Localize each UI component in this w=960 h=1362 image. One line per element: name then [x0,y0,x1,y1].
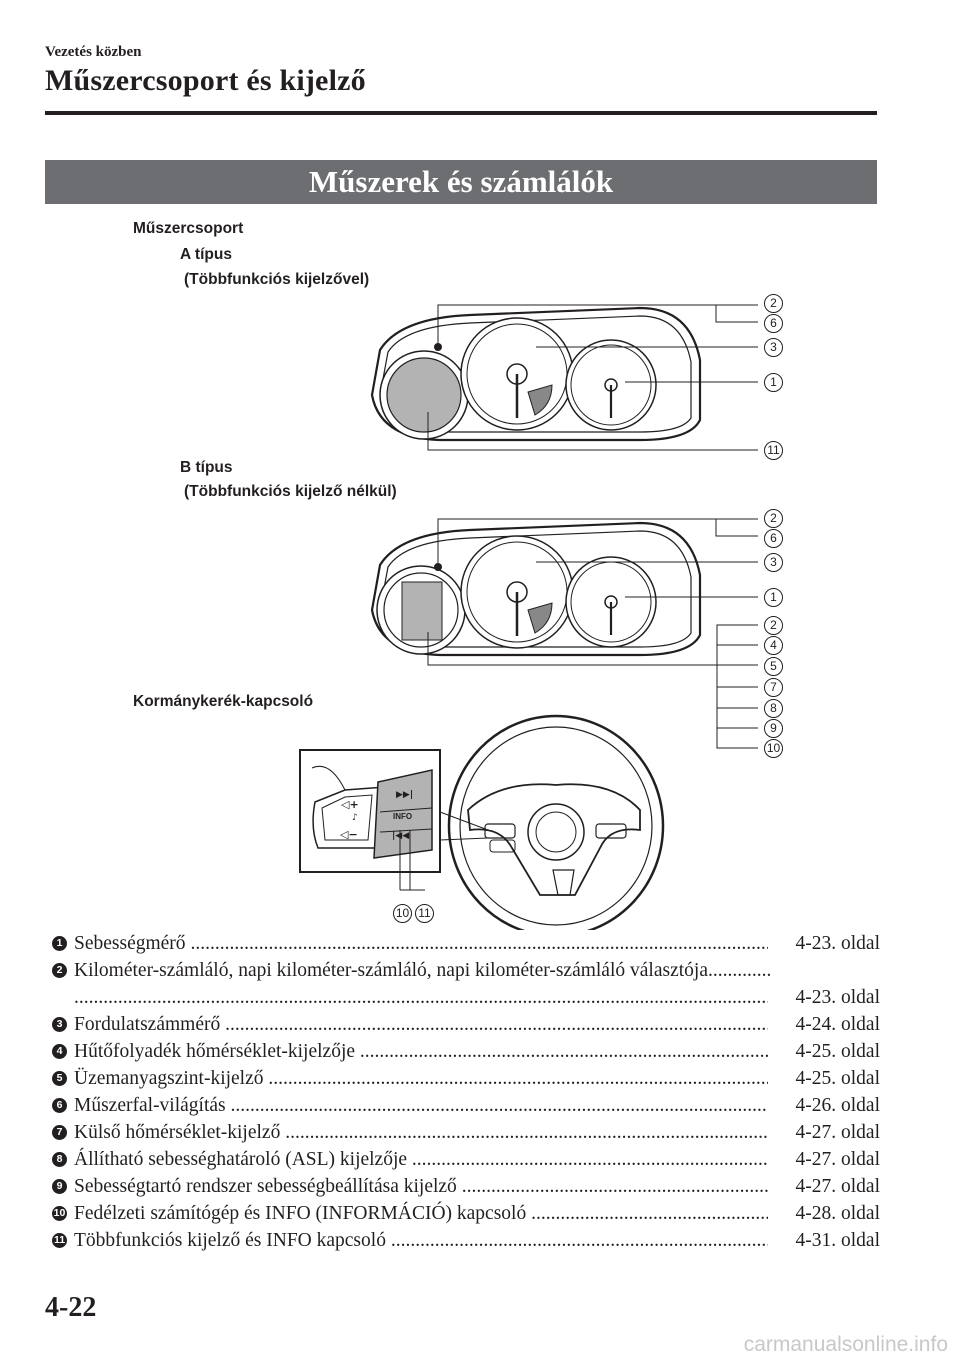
callout-type_b-1: 1 [764,588,783,607]
list-item-text: Üzemanyagszint-kijelző ..... [74,1065,768,1092]
seek-down-icon: |◀◀ [392,831,410,841]
callout-type_b-7: 7 [764,678,783,697]
callout-type_b-2: 2 [764,616,783,635]
list-item [45,1227,880,1254]
callout-type_b-2: 2 [764,509,783,528]
list-item-text: Fedélzeti számítógép és INFO (INFORMÁCIÓ) kapcsoló ..... [74,1200,768,1227]
cluster-type-b [372,519,758,748]
callout-steering-10: 10 [393,904,412,923]
page-title: Műszercsoport és kijelző [45,64,366,97]
steering-wheel [440,716,663,930]
list-item-text: Többfunkciós kijelző és INFO kapcsoló ..... [74,1227,768,1254]
callout-type_b-3: 3 [764,553,783,572]
cluster-type-a [372,305,758,450]
callout-type_b-8: 8 [764,699,783,718]
type-b-note: (Többfunkciós kijelző nélkül) [184,483,397,500]
callout-type_b-6: 6 [764,529,783,548]
list-item-page: 4-25. oldal [794,1038,880,1065]
list-item-page: 4-27. oldal [794,1119,880,1146]
list-item-page: 4-25. oldal [794,1065,880,1092]
list-item-number: 10 [53,1207,66,1219]
callout-type_a-1: 1 [764,373,783,392]
volume-down-icon: ◁− [340,828,358,841]
list-item-number: 7 [52,1125,67,1140]
list-item-number: 6 [52,1098,67,1113]
list-item-page: 4-31. oldal [794,1227,880,1254]
type-a-label: A típus [180,246,232,263]
steering-switch-label: Kormánykerék-kapcsoló [133,693,314,710]
list-item [45,1173,880,1200]
list-item [45,1119,880,1146]
list-item [45,1200,880,1227]
list-item-text: Sebességtartó rendszer sebességbeállítása kijelző ..... [74,1173,768,1200]
list-item-number: 5 [52,1071,67,1086]
list-item-text: Műszerfal-világítás ..... [74,1092,768,1119]
voice-icon: ♪ [352,813,358,823]
list-item-page: 4-23. oldal [794,930,880,957]
watermark: carmanualsonline.info [743,1333,948,1356]
list-item [45,930,880,957]
callout-type_b-10: 10 [764,739,783,758]
list-item-text: Állítható sebességhatároló (ASL) kijelzője ..... [74,1146,768,1173]
list-item-number: 3 [52,1017,67,1032]
page-number: 4-22 [45,1292,97,1323]
list-item-text: Sebességmérő ..... [74,930,768,957]
callout-type_a-11: 11 [764,441,783,460]
list-item [45,1038,880,1065]
list-item [45,1092,880,1119]
list-item-text: Külső hőmérséklet-kijelző ..... [74,1119,768,1146]
list-item-number: 2 [52,963,67,978]
list-item-number: 11 [53,1234,66,1246]
cluster-label: Műszercsoport [133,220,244,237]
volume-up-icon: ◁+ [341,798,359,811]
seek-up-icon: ▶▶| [396,790,414,800]
section-label: Vezetés közben [45,44,142,60]
list-item [45,957,880,984]
component-list [45,930,880,1254]
list-item [45,1065,880,1092]
list-item-page: 4-23. oldal [794,984,880,1011]
type-a-note: (Többfunkciós kijelzővel) [184,271,370,288]
type-b-label: B típus [180,459,233,476]
callout-type_a-2: 2 [764,294,783,313]
list-item-number: 8 [52,1152,67,1167]
callout-type_b-9: 9 [764,719,783,738]
list-item-text: Fordulatszámmérő ..... [74,1011,768,1038]
list-item-number: 1 [52,936,67,951]
switch-inset [300,750,440,890]
list-item [45,1146,880,1173]
list-item-page: 4-27. oldal [794,1146,880,1173]
section-banner: Műszerek és számlálók [45,160,877,204]
list-item-text: Kilométer-számláló, napi kilométer-számláló, napi kilométer-számláló választója............. [74,960,772,981]
callout-type_a-6: 6 [764,314,783,333]
list-item-number: 4 [52,1044,67,1059]
callout-type_a-3: 3 [764,338,783,357]
list-item-page: 4-24. oldal [794,1011,880,1038]
list-item [45,984,880,1011]
list-item [45,1011,880,1038]
list-item-text [74,984,768,1011]
callout-type_b-5: 5 [764,657,783,676]
list-item-number: 9 [52,1179,67,1194]
list-item-page: 4-26. oldal [794,1092,880,1119]
list-item-text: Hűtőfolyadék hőmérséklet-kijelzője ..... [74,1038,768,1065]
list-item-page: 4-28. oldal [794,1200,880,1227]
info-button-label: INFO [393,812,413,821]
callout-type_b-4: 4 [764,636,783,655]
list-item-page: 4-27. oldal [794,1173,880,1200]
callout-steering-11: 11 [415,904,434,923]
